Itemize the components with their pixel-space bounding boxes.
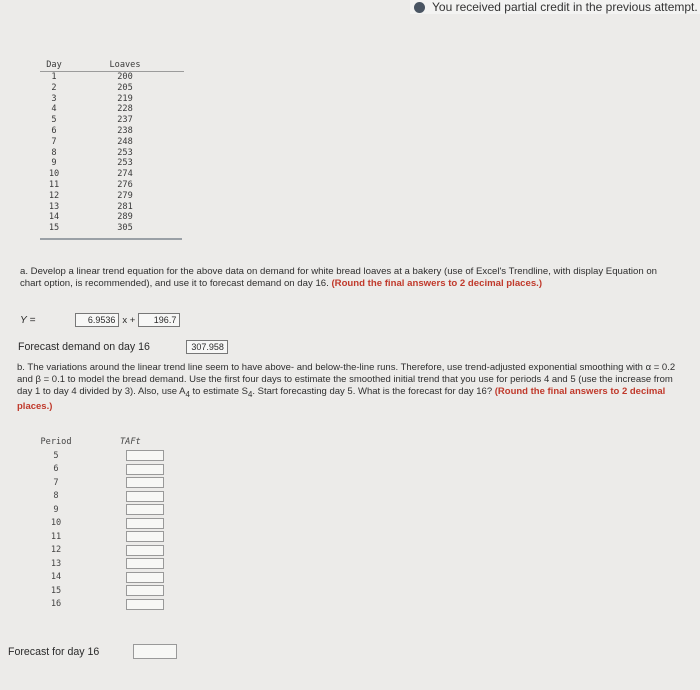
cell-loaves: 219	[117, 93, 133, 104]
table-header	[40, 60, 184, 72]
taf-row	[38, 463, 178, 477]
taf-table	[38, 437, 178, 611]
taf-input[interactable]	[126, 491, 164, 502]
taf-row	[38, 517, 178, 531]
cell-loaves: 279	[117, 190, 133, 201]
period-cell: 6	[53, 464, 59, 475]
cell-loaves: 281	[117, 201, 133, 212]
taf-input[interactable]	[126, 572, 164, 583]
taf-row	[38, 557, 178, 571]
question-b-text-2: to estimate S	[189, 386, 248, 397]
table-row	[40, 72, 184, 83]
cell-loaves: 228	[117, 104, 133, 115]
table-row	[40, 104, 184, 115]
cell-day: 6	[51, 125, 57, 136]
cell-loaves: 237	[117, 115, 133, 126]
table-row	[40, 83, 184, 94]
period-cell: 5	[53, 450, 59, 461]
table-row	[40, 148, 184, 159]
cell-loaves: 253	[117, 147, 133, 158]
cell-day: 13	[48, 201, 60, 212]
taf-row	[38, 490, 178, 504]
table-row	[40, 202, 184, 213]
cell-day: 1	[51, 72, 57, 82]
table-row	[40, 169, 184, 180]
period-cell: 10	[50, 518, 62, 529]
cell-loaves: 253	[117, 158, 133, 169]
table-row	[40, 180, 184, 191]
table-row	[40, 223, 184, 234]
period-cell: 12	[50, 545, 62, 556]
forecast-day16-final	[8, 644, 177, 659]
cell-day: 15	[48, 223, 60, 234]
taf-row	[38, 503, 178, 517]
question-b-sub-1: 4	[185, 389, 190, 399]
partial-credit-banner	[410, 0, 700, 14]
taf-row	[38, 598, 178, 612]
col-period: Period	[40, 437, 72, 447]
taf-row	[38, 584, 178, 598]
forecast-day16-row	[18, 340, 228, 354]
table-divider	[40, 238, 182, 240]
cell-loaves: 289	[117, 212, 133, 223]
cell-day: 2	[51, 82, 57, 93]
cell-day: 10	[48, 169, 60, 180]
period-cell: 16	[50, 599, 62, 610]
taf-header	[38, 437, 178, 449]
cell-loaves: 276	[117, 179, 133, 190]
y-label: Y =	[20, 314, 36, 326]
taf-input[interactable]	[126, 518, 164, 529]
cell-day: 14	[48, 212, 60, 223]
cell-day: 8	[51, 147, 57, 158]
taf-input[interactable]	[126, 504, 164, 515]
table-body	[40, 72, 184, 234]
question-a-text: a. Develop a linear trend equation for the above data on demand for white bread loaves at a bakery (use of Excel's Trendline, with display Equation on chart option, is recommended), and use it to forecast demand on day 16.	[20, 266, 658, 289]
final-forecast-input[interactable]	[133, 644, 177, 659]
cell-day: 9	[51, 158, 57, 169]
cell-day: 4	[51, 104, 57, 115]
table-row	[40, 212, 184, 223]
taf-input[interactable]	[126, 450, 164, 461]
question-b-instruction: (Round the final answers to 2 decimal places.)	[17, 386, 666, 412]
intercept-input[interactable]: 196.7	[138, 313, 180, 327]
col-day: Day	[46, 60, 62, 70]
cell-loaves: 274	[117, 169, 133, 180]
x-plus-label: x +	[122, 314, 136, 326]
question-a-instruction: (Round the final answers to 2 decimal places.)	[331, 278, 543, 289]
question-b-sub-2: 4	[247, 389, 253, 399]
taf-input[interactable]	[126, 599, 164, 610]
question-b	[17, 362, 687, 413]
table-row	[40, 137, 184, 148]
taf-input[interactable]	[126, 477, 164, 488]
cell-day: 12	[48, 190, 60, 201]
taf-input[interactable]	[126, 585, 164, 596]
cell-day: 7	[51, 136, 57, 147]
table-row	[40, 115, 184, 126]
taf-input[interactable]	[126, 558, 164, 569]
info-icon	[414, 2, 425, 13]
col-taft: TAFt	[120, 437, 141, 447]
question-a	[20, 266, 680, 290]
taf-input[interactable]	[126, 545, 164, 556]
question-b-text-3: . Start forecasting day 5. What is the forecast for day 16?	[252, 386, 493, 397]
taf-row	[38, 571, 178, 585]
table-row	[40, 191, 184, 202]
cell-loaves: 200	[117, 72, 133, 82]
period-cell: 15	[50, 585, 62, 596]
table-row	[40, 126, 184, 137]
question-b-text-1: b. The variations around the linear trend line seem to have above- and below-the-line runs. Therefore, use trend-adjusted exponential smoothing with α = 0.2 and β = 0.1 to model the bread demand. Use the first four days to estimate the smoothed initial trend that you use for periods 4 and 5 (use the increase from day 1 to day 4 divided by 3). Also, use A	[17, 362, 676, 397]
trend-equation	[20, 313, 180, 327]
cell-day: 5	[51, 115, 57, 126]
taf-input[interactable]	[126, 531, 164, 542]
forecast-label: Forecast demand on day 16	[18, 341, 150, 353]
taf-row	[38, 544, 178, 558]
taf-row	[38, 476, 178, 490]
period-cell: 14	[50, 572, 62, 583]
banner-text: You received partial credit in the previous attempt.	[432, 0, 698, 14]
cell-day: 11	[48, 179, 60, 190]
table-row	[40, 94, 184, 105]
taf-input[interactable]	[126, 464, 164, 475]
period-cell: 8	[53, 491, 59, 502]
cell-loaves: 248	[117, 136, 133, 147]
cell-loaves: 205	[117, 82, 133, 93]
cell-loaves: 238	[117, 125, 133, 136]
col-loaves: Loaves	[109, 60, 141, 70]
period-cell: 11	[50, 531, 62, 542]
slope-input[interactable]: 6.9536	[75, 313, 119, 327]
cell-loaves: 305	[117, 223, 133, 234]
final-forecast-label: Forecast for day 16	[8, 645, 100, 658]
table-row	[40, 158, 184, 169]
taf-row	[38, 530, 178, 544]
period-cell: 13	[50, 558, 62, 569]
cell-day: 3	[51, 93, 57, 104]
period-cell: 7	[53, 477, 59, 488]
demand-table	[40, 60, 184, 234]
taf-row	[38, 449, 178, 463]
forecast-input[interactable]: 307.958	[186, 340, 228, 354]
period-cell: 9	[53, 504, 59, 515]
